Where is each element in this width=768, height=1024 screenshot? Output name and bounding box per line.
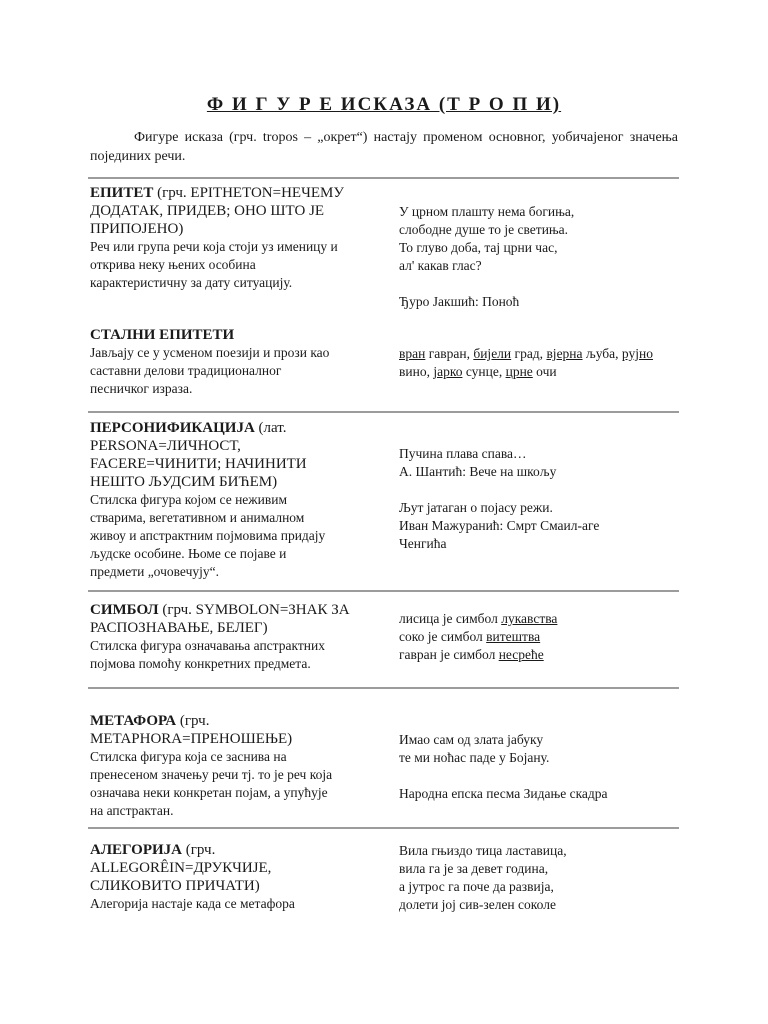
example-line: гавран је симбол несреће [399, 647, 544, 662]
example-line: Имао сам од злата јабуку [399, 732, 544, 747]
example-line: долети јој сив-зелен соколе [399, 897, 556, 912]
term-name: ЕПИТЕТ [90, 185, 154, 201]
page-title: Ф И Г У Р Е ИСКАЗА (Т Р О П И) [206, 94, 562, 115]
term-description: појмова помоћу конкретних предмета. [90, 656, 311, 671]
term-description: пренесеном значењу речи тј. то је реч која [90, 767, 333, 782]
term-name: СТАЛНИ ЕПИТЕТИ [90, 327, 235, 343]
example-line: Љут јатаган о појасу режи. [399, 500, 553, 515]
term-origin: METAPHORA=ПРЕНОШЕЊЕ) [90, 731, 293, 747]
example-line: То глуво доба, тај црни час, [399, 240, 558, 255]
highlighted-word: вран [399, 346, 426, 361]
example-line: Пучина плава спава… [399, 446, 527, 461]
intro-paragraph: Фигуре исказа (грч. tropos – „окрет“) настају променом основног, уобичајеног значења појединих речи. [90, 130, 678, 164]
term-origin: (грч. SYMBOLON=ЗНАК ЗА [162, 602, 350, 618]
divider [88, 687, 679, 689]
term-origin: (грч. [179, 713, 210, 729]
example-line: соко је симбол витештва [399, 629, 541, 644]
highlighted-word: лукавства [501, 611, 558, 626]
term-description: Јављају се у усменом поезији и прози као [90, 345, 330, 360]
highlighted-word: бијели [473, 346, 512, 361]
example-line: те ми ноћас паде у Бојану. [399, 750, 550, 765]
term-origin: СЛИКОВИТО ПРИЧАТИ) [90, 878, 260, 894]
highlighted-word: несреће [498, 647, 544, 662]
example-line: ал' какав глас? [399, 258, 482, 273]
example-source: Иван Мажуранић: Смрт Смаил-аге [399, 518, 600, 533]
divider [88, 590, 679, 592]
example-line: а јутрос га поче да развија, [399, 879, 554, 894]
example-line: Вила гњиздо тица ластавица, [399, 843, 567, 858]
term-name: МЕТАФОРА [90, 713, 177, 729]
term-description: Стилска фигура означавања апстрактних [90, 638, 325, 653]
term-origin: (грч. [185, 842, 216, 858]
example-source: Ђуро Јакшић: Поноћ [399, 294, 520, 309]
term-description: Стилска фигура која се заснива на [90, 749, 287, 764]
term-name: АЛЕГОРИЈА [90, 842, 183, 858]
term-description: предмети „очовечују“. [90, 564, 219, 579]
highlighted-word: рујно [621, 346, 653, 361]
term-origin: FACERE=ЧИНИТИ; НАЧИНИТИ [90, 456, 307, 472]
term-origin: ALLEGORÊIN=ДРУКЧИЈЕ, [90, 860, 272, 876]
term-description: стварима, вегетативном и анималном [90, 510, 305, 525]
term-origin: РАСПОЗНАВАЊЕ, БЕЛЕГ) [90, 620, 268, 636]
term-description: Алегорија настаје када се метафора [90, 896, 295, 911]
term-description: Стилска фигура којом се неживим [90, 492, 287, 507]
example-source: Ченгића [399, 536, 447, 551]
term-name: СИМБОЛ [90, 602, 159, 618]
term-description: људске особине. Њоме се појаве и [90, 546, 287, 561]
term-name: ПЕРСОНИФИКАЦИЈА [90, 420, 255, 436]
term-origin: (лат. [258, 420, 287, 436]
term-origin: PERSONA=ЛИЧНОСТ, [90, 438, 241, 454]
highlighted-word: вјерна [546, 346, 583, 361]
term-description: песничког израза. [90, 381, 193, 396]
term-description: карактеристичну за дату ситуацију. [90, 275, 293, 290]
example-line: вино, јарко сунце, црне очи [399, 364, 557, 379]
term-description: на апстрактан. [90, 803, 174, 818]
term-description: означава неки конкретан појам, а упућује [90, 785, 328, 800]
term-origin: ДОДАТАК, ПРИДЕВ; ОНО ШТО ЈЕ [90, 203, 325, 219]
term-origin: ПРИПОЈЕНО) [90, 221, 184, 237]
example-line: вран гавран, бијели град, вјерна љуба, рујно [399, 346, 653, 361]
highlighted-word: јарко [433, 364, 463, 379]
divider [88, 177, 679, 179]
term-description: открива неку њених особина [90, 257, 256, 272]
highlighted-word: црне [505, 364, 533, 379]
example-source: Народна епска песма Зидање скадра [399, 786, 608, 801]
divider [88, 827, 679, 829]
divider [88, 411, 679, 413]
highlighted-word: витештва [486, 629, 541, 644]
term-origin: (грч. EPITHETON=НЕЧЕМУ [157, 185, 344, 201]
term-origin: НЕШТО ЉУДСИМ БИЋЕМ) [90, 474, 278, 490]
term-description: живоу и апстрактним појмовима придају [90, 528, 326, 543]
example-line: вила га је за девет година, [399, 861, 549, 876]
example-line: У црном плашту нема богиња, [399, 204, 575, 219]
term-description: Реч или група речи која стоји уз именицу и [90, 239, 338, 254]
example-line: лисица је симбол лукавства [399, 611, 558, 626]
term-description: саставни делови традиционалног [90, 363, 282, 378]
example-line: слободне душе то је светиња. [399, 222, 569, 237]
example-source: А. Шантић: Вече на шкољу [399, 464, 557, 479]
